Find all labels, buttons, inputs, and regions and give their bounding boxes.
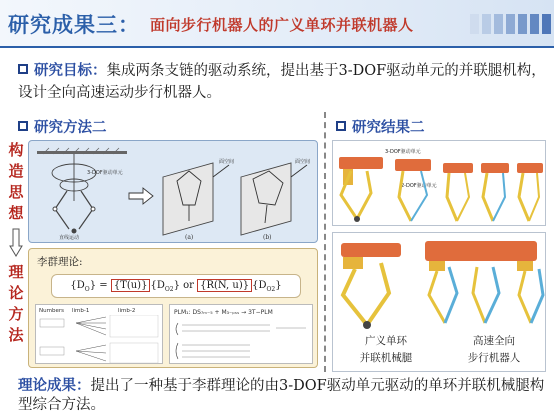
robot-figure bbox=[332, 232, 546, 372]
label-2dof-unit: 2-DOF驱动单元 bbox=[401, 183, 437, 189]
theory-result-label: 理论成果： bbox=[18, 377, 91, 394]
side-label-construction: 构 造 思 想 bbox=[8, 141, 24, 222]
formula-box-translation: {T(u)} bbox=[111, 279, 151, 292]
title-decoration bbox=[470, 14, 554, 34]
theory-result bbox=[18, 376, 548, 415]
mechanism-diagram-panel bbox=[28, 140, 318, 243]
formula-box-rotation: {R(N, u)} bbox=[197, 279, 252, 292]
theory-result-text: 提出了一种基于李群理论的由3-DOF驱动单元驱动的单环并联机械腿构型综合方法。 bbox=[18, 378, 545, 413]
label-3dof-unit: 3-DOF驱动单元 bbox=[385, 149, 421, 155]
mechanism-schematic bbox=[29, 141, 319, 244]
fig1-label-b: (b) bbox=[263, 234, 272, 241]
limb-table-figure: Numbers limb-1 limb-2 bbox=[35, 304, 163, 364]
fig1-label-a: (a) bbox=[185, 234, 194, 241]
slide-subtitle: 面向步行机器人的广义单环并联机器人 bbox=[150, 16, 414, 34]
section-divider bbox=[324, 112, 326, 372]
goal-label: 研究目标： bbox=[34, 62, 107, 79]
fig1-label-plane-b: 面空间 bbox=[295, 159, 311, 165]
slide-title: 研究成果三： bbox=[8, 12, 140, 37]
fig1-label-line: 直线运动 bbox=[59, 235, 80, 241]
lie-group-panel bbox=[28, 248, 318, 368]
leg-caption: 广义单环 并联机械腿 bbox=[359, 335, 413, 364]
leg-configurations-figure bbox=[332, 140, 546, 226]
method-heading: 研究方法二 bbox=[18, 116, 107, 137]
title-underline bbox=[0, 46, 554, 48]
square-bullet-icon bbox=[18, 121, 28, 131]
result-heading: 研究结果二 bbox=[336, 116, 425, 137]
lie-group-formula: $\{D_O\} = \{T(u)\}$ $\{D_{O2}\}$ or {R(N, u)} $\{D_{O2}\}$ bbox=[51, 274, 301, 298]
side-label-theory: 理 论 方 法 bbox=[8, 263, 24, 344]
title-bar bbox=[0, 0, 554, 46]
research-goal bbox=[18, 60, 548, 104]
fig1-label-unit: 3-DOF驱动单元 bbox=[87, 170, 123, 176]
fig1-label-plane-a: 面空间 bbox=[219, 159, 235, 165]
down-arrow-icon bbox=[9, 228, 23, 258]
plm-derivation-figure: PLM₁: DS₇ₘ₋₅ + M₃₋ₚₛₛ → 3T−PLM bbox=[169, 304, 313, 364]
goal-text: 集成两条支链的驱动系统，提出基于3-DOF驱动单元的并联腿机构，设计全向高速运动步行机器人。 bbox=[18, 63, 546, 101]
lie-group-label: 李群理论: bbox=[37, 256, 83, 268]
robot-caption: 高速全向 步行机器人 bbox=[467, 335, 521, 364]
square-bullet-icon bbox=[336, 121, 346, 131]
square-bullet-icon bbox=[18, 64, 28, 74]
